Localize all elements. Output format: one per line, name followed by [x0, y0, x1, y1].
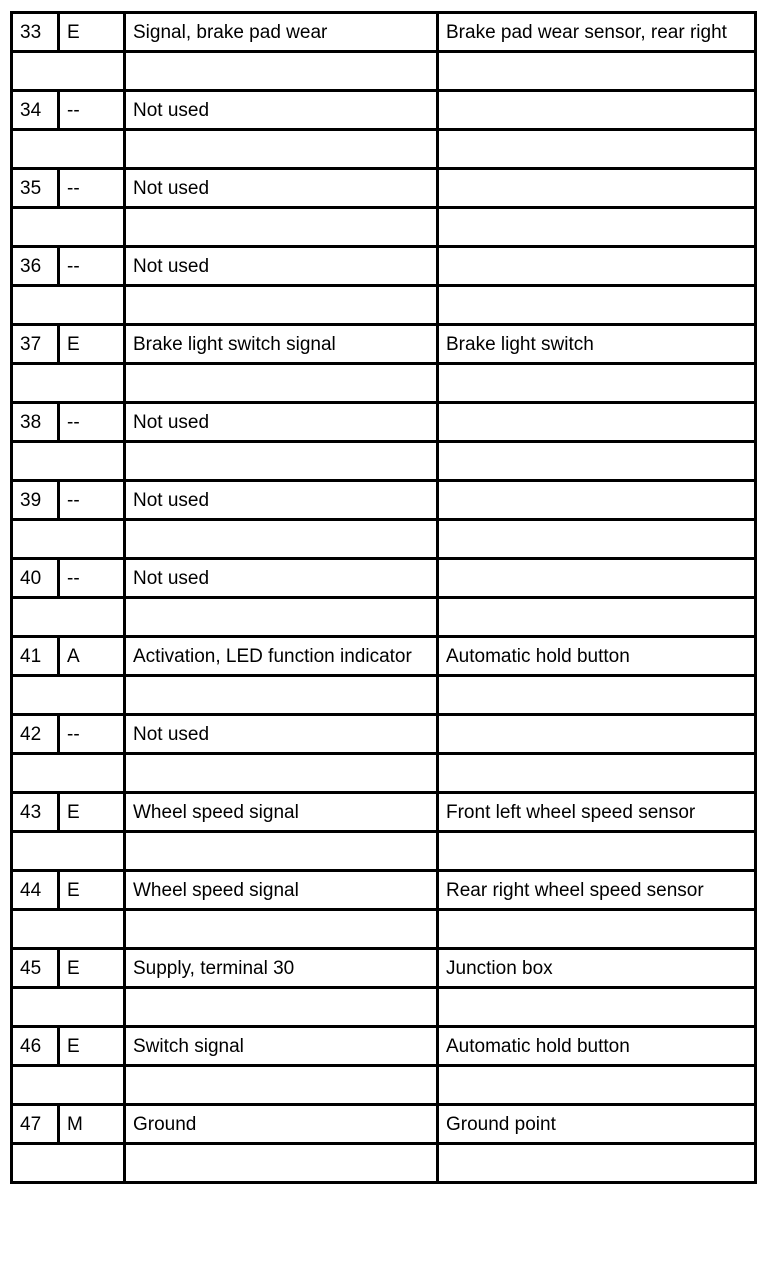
table-row [12, 949, 756, 988]
table-row [12, 13, 756, 52]
spacer-cell [125, 520, 438, 559]
spacer-cell [438, 130, 756, 169]
pin-type-cell: -- [59, 247, 125, 286]
table-spacer-row [12, 598, 756, 637]
spacer-cell [12, 286, 125, 325]
spacer-cell [125, 988, 438, 1027]
pin-type-cell: -- [59, 403, 125, 442]
pin-type-cell: A [59, 637, 125, 676]
spacer-cell [125, 1144, 438, 1183]
component-cell: Front left wheel speed sensor [438, 793, 756, 832]
signal-description-cell: Not used [125, 481, 438, 520]
pin-number-cell: 38 [12, 403, 59, 442]
table-spacer-row [12, 520, 756, 559]
table-spacer-row [12, 442, 756, 481]
signal-description-cell: Ground [125, 1105, 438, 1144]
table-spacer-row [12, 130, 756, 169]
spacer-cell [125, 832, 438, 871]
component-cell: Brake pad wear sensor, rear right [438, 13, 756, 52]
table-spacer-row [12, 364, 756, 403]
component-cell: Automatic hold button [438, 637, 756, 676]
table-spacer-row [12, 910, 756, 949]
pin-type-cell: E [59, 949, 125, 988]
component-cell [438, 91, 756, 130]
pin-type-cell: E [59, 871, 125, 910]
pin-number-cell: 45 [12, 949, 59, 988]
table-row [12, 715, 756, 754]
spacer-cell [125, 364, 438, 403]
table-row [12, 325, 756, 364]
spacer-cell [438, 1144, 756, 1183]
spacer-cell [12, 832, 125, 871]
pin-number-cell: 43 [12, 793, 59, 832]
table-row [12, 871, 756, 910]
pin-number-cell: 36 [12, 247, 59, 286]
spacer-cell [438, 676, 756, 715]
signal-description-cell: Brake light switch signal [125, 325, 438, 364]
spacer-cell [12, 988, 125, 1027]
spacer-cell [438, 286, 756, 325]
spacer-cell [125, 130, 438, 169]
component-cell [438, 247, 756, 286]
table-spacer-row [12, 1066, 756, 1105]
component-cell [438, 715, 756, 754]
table-spacer-row [12, 754, 756, 793]
pin-type-cell: E [59, 1027, 125, 1066]
component-cell: Rear right wheel speed sensor [438, 871, 756, 910]
spacer-cell [438, 832, 756, 871]
spacer-cell [12, 52, 125, 91]
table-row [12, 403, 756, 442]
spacer-cell [125, 910, 438, 949]
table-row [12, 793, 756, 832]
signal-description-cell: Not used [125, 403, 438, 442]
component-cell [438, 481, 756, 520]
spacer-cell [438, 910, 756, 949]
pin-number-cell: 34 [12, 91, 59, 130]
spacer-cell [12, 442, 125, 481]
spacer-cell [125, 1066, 438, 1105]
pin-number-cell: 39 [12, 481, 59, 520]
pin-type-cell: E [59, 325, 125, 364]
signal-description-cell: Not used [125, 715, 438, 754]
table-row [12, 247, 756, 286]
spacer-cell [125, 286, 438, 325]
pin-type-cell: -- [59, 91, 125, 130]
spacer-cell [438, 1066, 756, 1105]
signal-description-cell: Switch signal [125, 1027, 438, 1066]
component-cell: Brake light switch [438, 325, 756, 364]
spacer-cell [125, 208, 438, 247]
spacer-cell [438, 52, 756, 91]
table-spacer-row [12, 52, 756, 91]
spacer-cell [438, 598, 756, 637]
signal-description-cell: Wheel speed signal [125, 793, 438, 832]
spacer-cell [125, 754, 438, 793]
spacer-cell [12, 676, 125, 715]
component-cell: Ground point [438, 1105, 756, 1144]
component-cell: Junction box [438, 949, 756, 988]
pin-number-cell: 47 [12, 1105, 59, 1144]
pin-type-cell: -- [59, 559, 125, 598]
signal-description-cell: Supply, terminal 30 [125, 949, 438, 988]
spacer-cell [12, 364, 125, 403]
spacer-cell [438, 208, 756, 247]
signal-description-cell: Not used [125, 169, 438, 208]
spacer-cell [12, 754, 125, 793]
spacer-cell [438, 988, 756, 1027]
pin-number-cell: 33 [12, 13, 59, 52]
signal-description-cell: Signal, brake pad wear [125, 13, 438, 52]
spacer-cell [12, 208, 125, 247]
spacer-cell [125, 598, 438, 637]
table-row [12, 1027, 756, 1066]
pin-type-cell: E [59, 13, 125, 52]
component-cell: Automatic hold button [438, 1027, 756, 1066]
signal-description-cell: Not used [125, 559, 438, 598]
table-spacer-row [12, 208, 756, 247]
signal-description-cell: Wheel speed signal [125, 871, 438, 910]
table-spacer-row [12, 676, 756, 715]
pin-type-cell: -- [59, 481, 125, 520]
table-row [12, 637, 756, 676]
table-spacer-row [12, 832, 756, 871]
pin-type-cell: E [59, 793, 125, 832]
signal-description-cell: Activation, LED function indicator [125, 637, 438, 676]
spacer-cell [125, 676, 438, 715]
spacer-cell [125, 52, 438, 91]
spacer-cell [12, 1144, 125, 1183]
spacer-cell [438, 442, 756, 481]
table-row [12, 481, 756, 520]
spacer-cell [438, 754, 756, 793]
spacer-cell [12, 130, 125, 169]
pin-number-cell: 40 [12, 559, 59, 598]
pin-number-cell: 35 [12, 169, 59, 208]
spacer-cell [12, 1066, 125, 1105]
table-row [12, 559, 756, 598]
spacer-cell [12, 598, 125, 637]
table-row [12, 169, 756, 208]
pin-number-cell: 46 [12, 1027, 59, 1066]
spacer-cell [438, 364, 756, 403]
pin-number-cell: 41 [12, 637, 59, 676]
pin-number-cell: 37 [12, 325, 59, 364]
spacer-cell [12, 520, 125, 559]
pin-number-cell: 44 [12, 871, 59, 910]
component-cell [438, 403, 756, 442]
table-spacer-row [12, 988, 756, 1027]
table-spacer-row [12, 286, 756, 325]
pin-assignment-table [10, 11, 757, 1184]
table-row [12, 91, 756, 130]
spacer-cell [12, 910, 125, 949]
spacer-cell [125, 442, 438, 481]
pin-type-cell: -- [59, 169, 125, 208]
signal-description-cell: Not used [125, 247, 438, 286]
component-cell [438, 169, 756, 208]
table-spacer-row [12, 1144, 756, 1183]
signal-description-cell: Not used [125, 91, 438, 130]
pin-number-cell: 42 [12, 715, 59, 754]
pin-table-body [12, 13, 756, 1183]
pin-type-cell: -- [59, 715, 125, 754]
pin-type-cell: M [59, 1105, 125, 1144]
component-cell [438, 559, 756, 598]
table-row [12, 1105, 756, 1144]
spacer-cell [438, 520, 756, 559]
